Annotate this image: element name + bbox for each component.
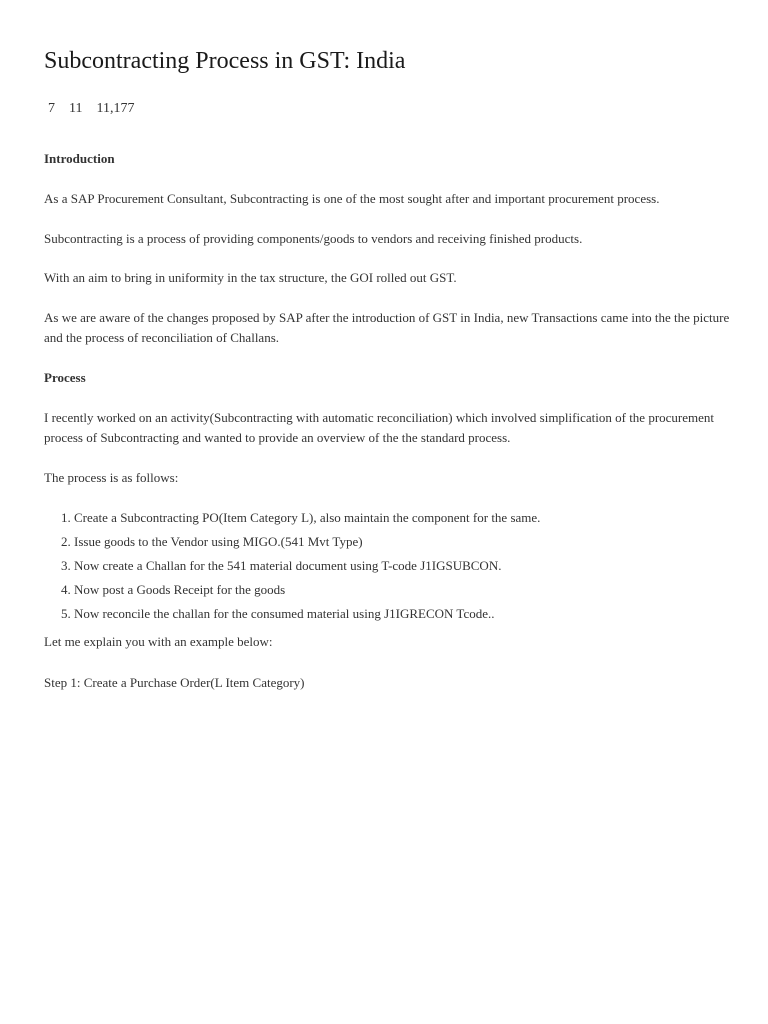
process-paragraph-1: I recently worked on an activity(Subcontracting with automatic reconciliation) which involved simplification of the procurement process of Subcontracting and wanted to provide an overview of the the standard process.: [44, 410, 715, 445]
page-title: Subcontracting Process in GST: India: [44, 48, 406, 74]
step-1-text: Step 1: Create a Purchase Order(L Item Category): [44, 675, 305, 690]
process-steps-list: [44, 508, 734, 628]
intro-paragraph-4: As we are aware of the changes proposed by SAP after the introduction of GST in India, new Transactions came into the the picture and the process of reconciliation of Challans.: [44, 310, 730, 345]
stat-comments: 11: [69, 101, 83, 116]
intro-paragraph-2: Subcontracting is a process of providing components/goods to vendors and receiving finished products.: [44, 231, 583, 246]
introduction-heading: Introduction: [44, 151, 115, 166]
process-heading: Process: [44, 370, 86, 385]
stat-likes: 7: [48, 101, 55, 116]
list-item: 4. Now post a Goods Receipt for the goods: [74, 580, 734, 600]
process-paragraph-2: The process is as follows:: [44, 470, 179, 485]
stat-views: 11,177: [96, 101, 135, 116]
list-item: 2. Issue goods to the Vendor using MIGO.(541 Mvt Type): [74, 532, 734, 552]
list-item: 1. Create a Subcontracting PO(Item Category L), also maintain the component for the same.: [74, 508, 734, 528]
intro-paragraph-1: As a SAP Procurement Consultant, Subcontracting is one of the most sought after and important procurement process.: [44, 191, 660, 206]
article-stats: [48, 100, 134, 118]
example-intro-text: Let me explain you with an example below:: [44, 634, 273, 649]
list-item: 3. Now create a Challan for the 541 material document using T-code J1IGSUBCON.: [74, 556, 734, 576]
intro-paragraph-3: With an aim to bring in uniformity in the tax structure, the GOI rolled out GST.: [44, 270, 457, 285]
list-item: 5. Now reconcile the challan for the consumed material using J1IGRECON Tcode..: [74, 604, 734, 624]
